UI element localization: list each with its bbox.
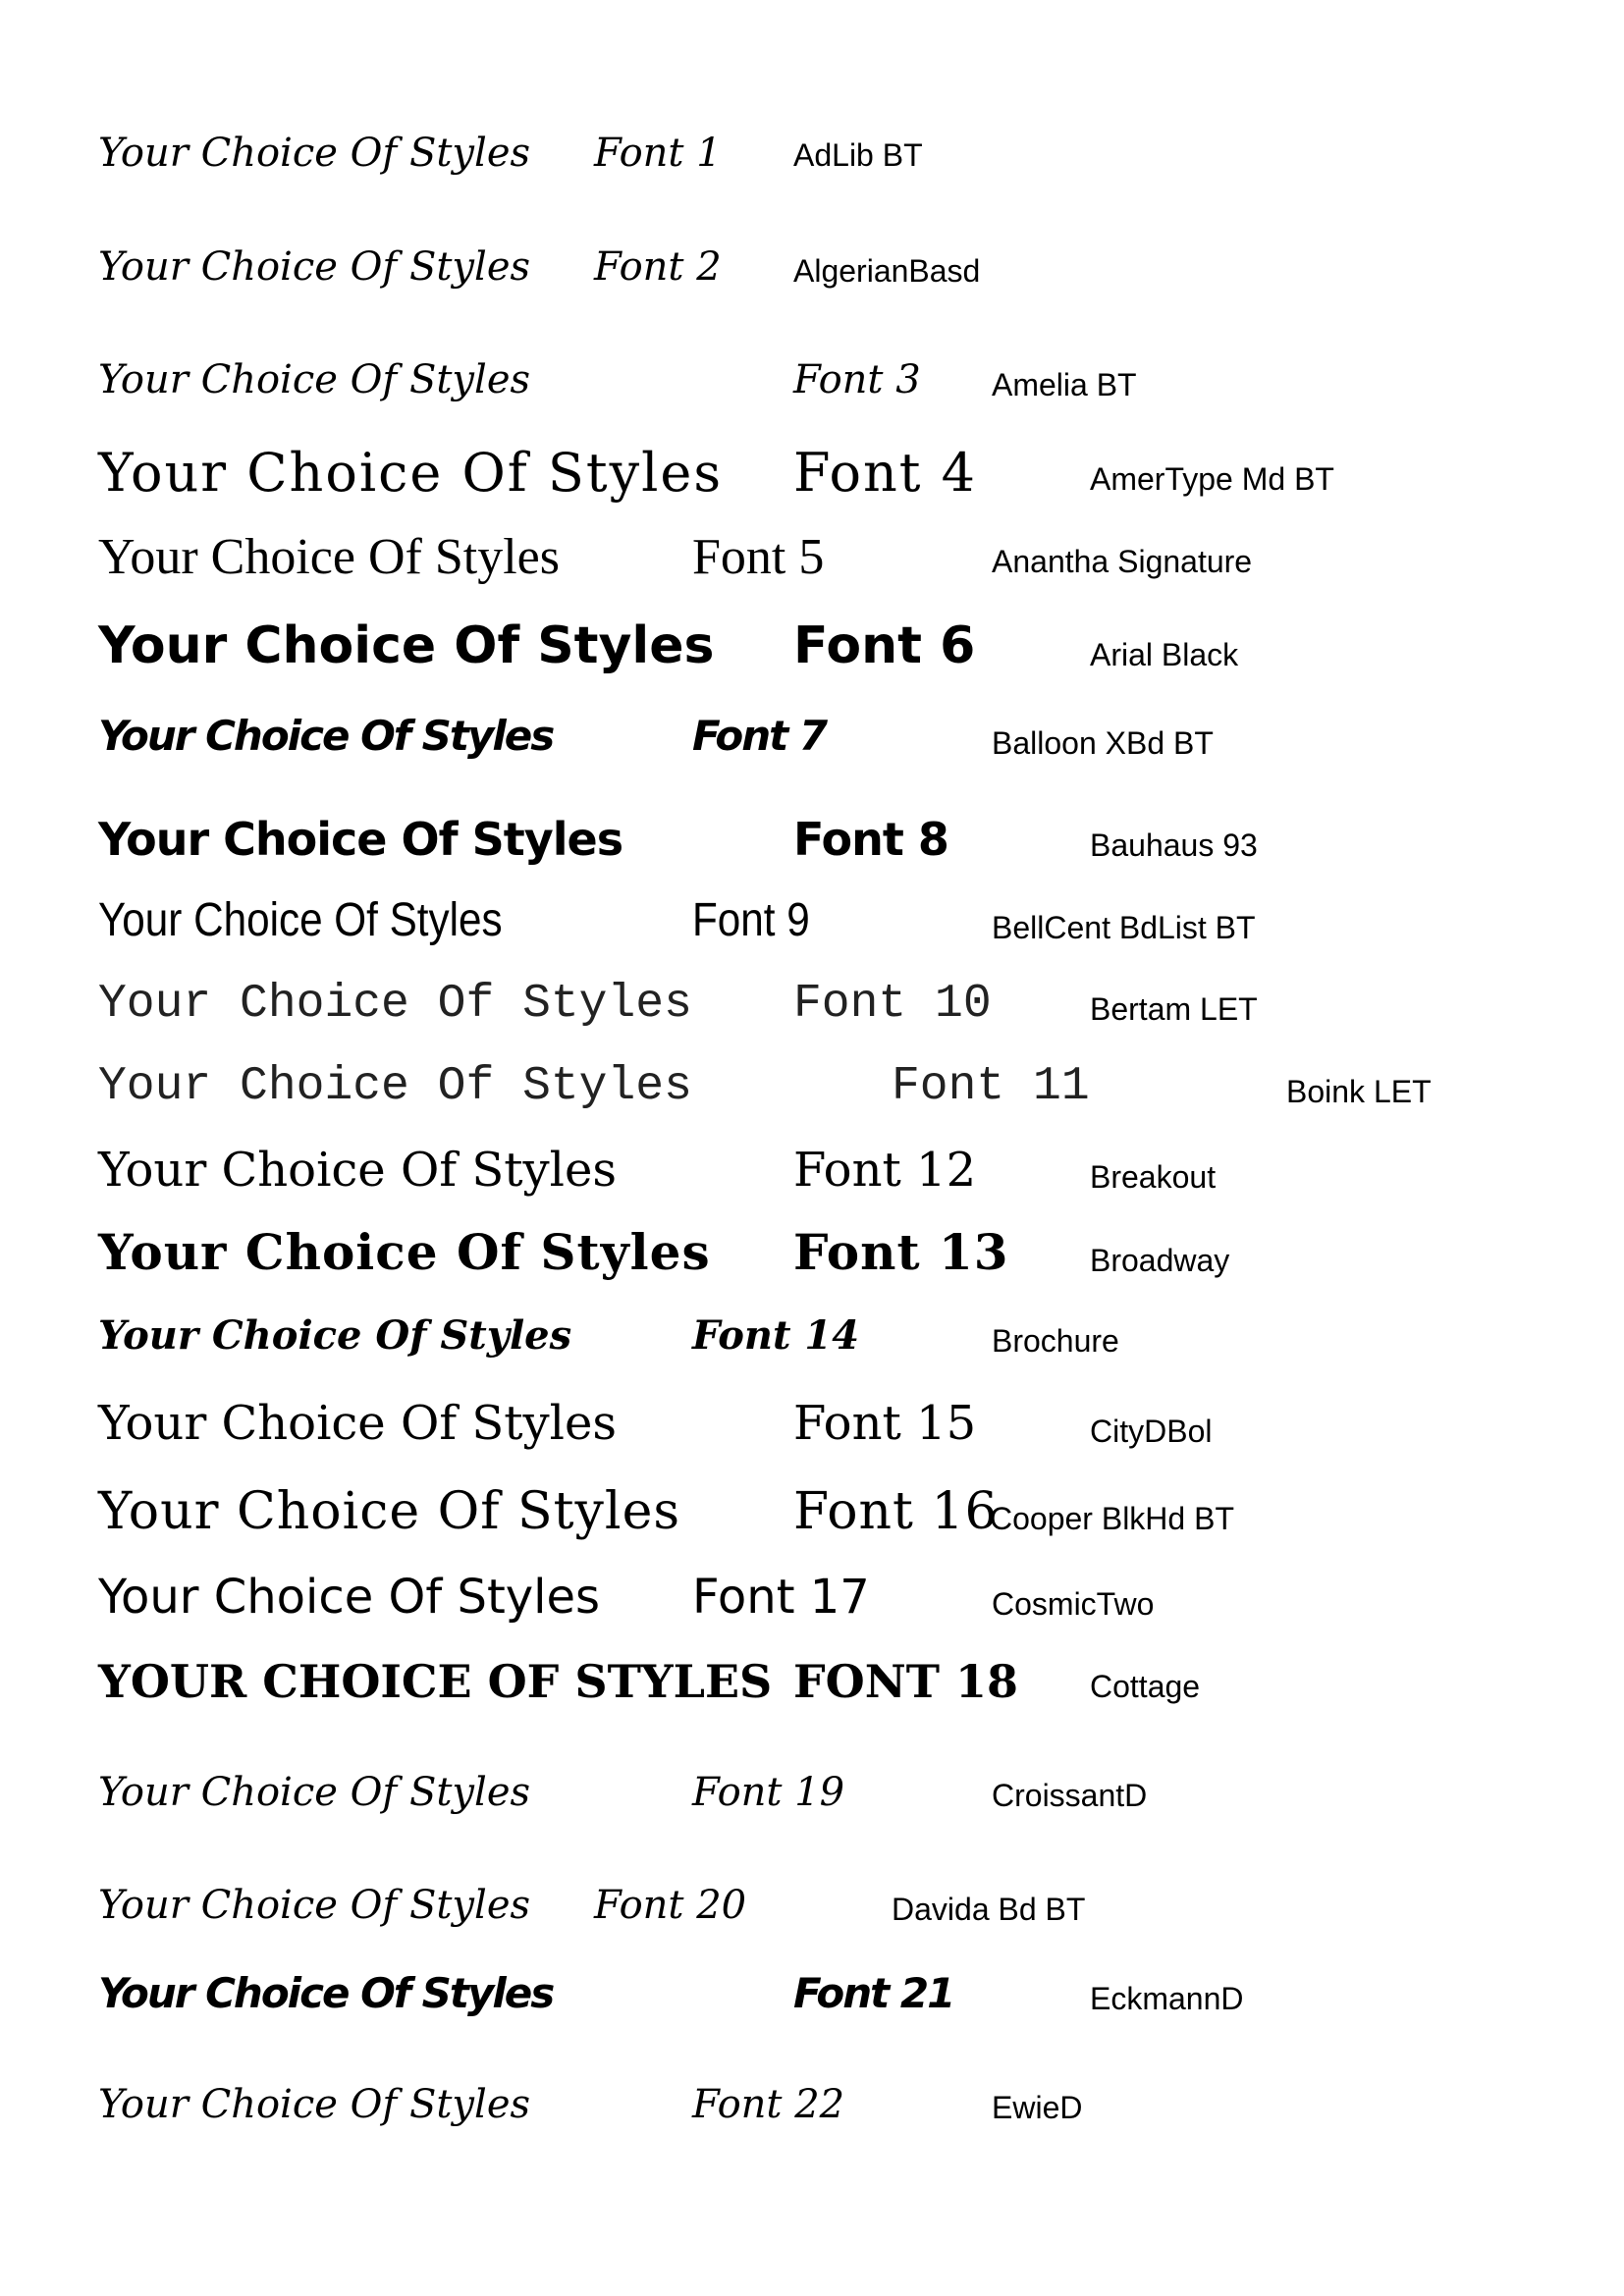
row-6-font-label: Font 6: [793, 616, 976, 675]
row-1-sample: Your Choice Of Styles: [98, 131, 531, 176]
row-1-font-name: AdLib BT: [793, 137, 923, 173]
row-12-sample: Your Choice Of Styles: [98, 1143, 618, 1198]
row-17-sample: Your Choice Of Styles: [98, 1570, 601, 1625]
row-21-sample: Your Choice Of Styles: [98, 1969, 554, 2017]
row-12-font-name: Breakout: [1090, 1159, 1217, 1195]
row-5-sample: Your Choice Of Styles: [98, 529, 560, 585]
row-1-font-label: Font 1: [594, 131, 722, 176]
row-15-sample: Your Choice Of Styles: [98, 1396, 618, 1451]
row-16-font-label: Font 16: [793, 1482, 999, 1541]
row-18-font-name: Cottage: [1090, 1669, 1201, 1704]
row-16-font-name: Cooper BlkHd BT: [990, 1501, 1234, 1536]
row-5-font-name: Anantha Signature: [992, 544, 1253, 579]
row-7-sample: Your Choice Of Styles: [98, 712, 554, 760]
row-14-sample: Your Choice Of Styles: [98, 1312, 572, 1359]
row-19-sample: Your Choice Of Styles: [98, 1770, 531, 1815]
row-22-font-name: EwieD: [992, 2090, 1083, 2125]
row-21-font-label: Font 21: [793, 1969, 954, 2017]
row-18-font-label: FONT 18: [793, 1655, 1019, 1708]
row-13-font-label: Font 13: [793, 1223, 1009, 1281]
row-19-font-name: CroissantD: [992, 1778, 1148, 1813]
row-13-sample: Your Choice Of Styles: [98, 1223, 711, 1281]
row-3-sample: Your Choice Of Styles: [98, 357, 531, 402]
row-14-font-label: Font 14: [692, 1312, 860, 1359]
row-10-font-label: Font 10: [793, 978, 992, 1031]
row-22-sample: Your Choice Of Styles: [98, 2082, 531, 2127]
row-12-font-label: Font 12: [793, 1143, 977, 1198]
row-9-font-label: Font 9: [692, 894, 810, 946]
row-8-font-label: Font 8: [793, 813, 948, 866]
row-9-font-name: BellCent BdList BT: [992, 910, 1256, 945]
row-8-font-name: Bauhaus 93: [1090, 828, 1258, 863]
row-11-font-name: Boink LET: [1286, 1074, 1432, 1109]
row-4-font-label: Font 4: [793, 442, 978, 504]
row-19-font-label: Font 19: [692, 1770, 845, 1815]
row-17-font-label: Font 17: [692, 1570, 870, 1625]
row-10-sample: Your Choice Of Styles: [98, 978, 692, 1031]
row-2-font-name: AlgerianBasd: [793, 253, 981, 289]
row-7-font-label: Font 7: [692, 712, 827, 760]
row-10-font-name: Bertam LET: [1090, 991, 1258, 1027]
row-4-font-name: AmerType Md BT: [1090, 461, 1334, 497]
row-14-font-name: Brochure: [992, 1323, 1119, 1359]
row-15-font-name: CityDBol: [1090, 1414, 1213, 1449]
row-6-sample: Your Choice Of Styles: [98, 616, 715, 675]
row-2-font-label: Font 2: [594, 244, 722, 290]
row-3-font-name: Amelia BT: [992, 367, 1137, 402]
row-20-sample: Your Choice Of Styles: [98, 1883, 531, 1928]
row-6-font-name: Arial Black: [1090, 637, 1239, 672]
row-7-font-name: Balloon XBd BT: [992, 725, 1214, 761]
row-22-font-label: Font 22: [692, 2082, 845, 2127]
row-18-sample: YOUR CHOICE OF STYLES: [98, 1655, 773, 1708]
row-11-sample: Your Choice Of Styles: [98, 1060, 692, 1113]
row-13-font-name: Broadway: [1090, 1243, 1230, 1278]
row-5-font-label: Font 5: [692, 529, 825, 585]
row-8-sample: Your Choice Of Styles: [98, 813, 623, 866]
row-21-font-name: EckmannD: [1090, 1981, 1244, 2016]
row-2-sample: Your Choice Of Styles: [98, 244, 531, 290]
row-16-sample: Your Choice Of Styles: [98, 1482, 681, 1541]
row-20-font-name: Davida Bd BT: [892, 1892, 1086, 1927]
row-17-font-name: CosmicTwo: [992, 1586, 1155, 1622]
row-15-font-label: Font 15: [793, 1396, 977, 1451]
row-11-font-label: Font 11: [892, 1060, 1090, 1113]
row-3-font-label: Font 3: [793, 357, 921, 402]
row-4-sample: Your Choice Of Styles: [98, 442, 724, 504]
row-20-font-label: Font 20: [594, 1883, 747, 1928]
row-9-sample: Your Choice Of Styles: [98, 894, 503, 946]
